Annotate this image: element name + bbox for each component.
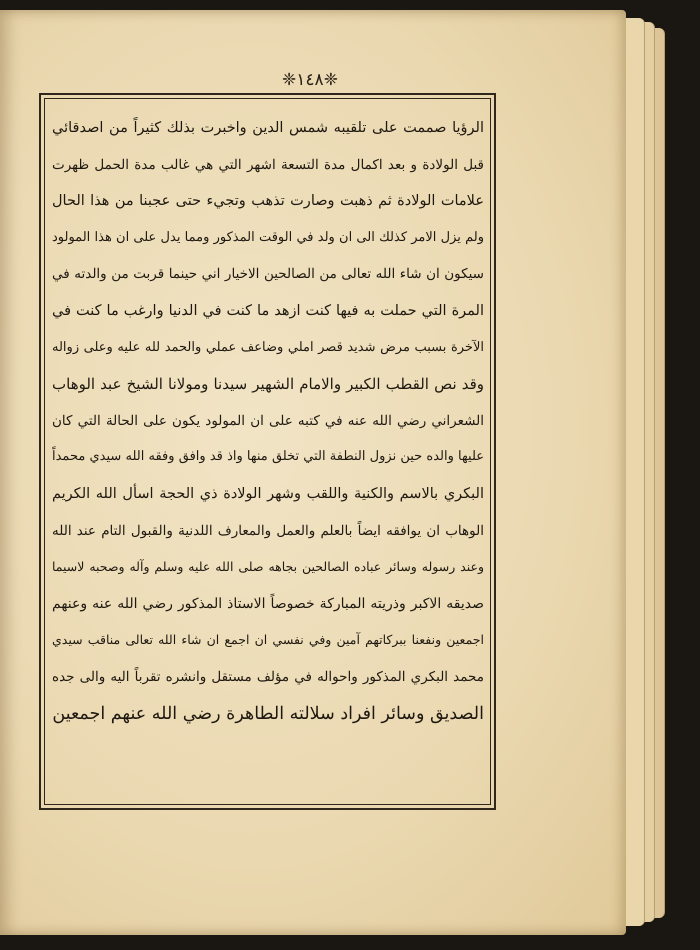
text-line: صديقه الاكبر وذريته المباركة خصوصاً الاستاذ المذكور رضي الله عنه وعنهم: [52, 595, 484, 612]
text-line: ولم يزل الامر كذلك الى ان ولد في الوقت المذكور ومما يدل على ان هذا المولود: [52, 229, 484, 245]
text-line: اجمعين ونفعنا ببركاتهم آمين وفي نفسي ان اجمع ان شاء الله تعالى مناقب سيدي: [52, 632, 484, 648]
text-line: محمد البكري المذكور واحواله في مؤلف مستقل وانشره تقرباً اليه والى جده: [52, 668, 484, 685]
text-line: الوهاب ان يوافقه ايضاً بالعلم والعمل والمعارف اللدنية والقبول التام عند الله: [52, 522, 484, 539]
text-line: وقد نص القطب الكبير والامام الشهير سيدنا ومولانا الشيخ عبد الوهاب: [52, 375, 484, 394]
text-line: البكري بالاسم والكنية واللقب وشهر الولادة ذي الحجة اسأل الله الكريم: [52, 485, 484, 502]
text-line: عليها والده حين نزول النطفة التي تخلق منها واذ قد وافق وفقه الله سيدي محمداً: [52, 449, 484, 465]
page-text: [52, 110, 484, 732]
text-line: الشعراني رضي الله عنه في كتبه على ان المولود يكون على الحالة التي كان: [52, 412, 484, 429]
text-line: الرؤيا صممت على تلقيبه شمس الدين واخبرت بذلك كثيراً من اصدقائي: [52, 120, 484, 136]
page-number: ❈۱٤٨❈: [282, 70, 338, 90]
text-line: المرة التي حملت به فيها كنت ازهد ما كنت في الدنيا وارغب ما كنت في: [52, 302, 484, 319]
text-line: الآخرة بسبب مرض شديد قصر املي وضاعف عملي والحمد لله عليه وعلى زواله: [52, 339, 484, 355]
text-line: الصديق وسائر افراد سلالته الطاهرة رضي الله عنهم اجمعين: [52, 703, 484, 724]
text-line: وعند رسوله وسائر عباده الصالحين بجاهه صلى الله عليه وسلم وآله وصحبه لاسيما: [52, 559, 484, 575]
text-line: سيكون ان شاء الله تعالى من الصالحين الاخيار اني حينما قربت من والدته في: [52, 266, 484, 283]
text-line: علامات الولادة ثم ذهبت وصارت تذهب وتجيء حتى عجبنا من هذا الحال: [52, 193, 484, 210]
text-line: قبل الولادة و بعد اكمال مدة التسعة اشهر التي هي غالب مدة الحمل ظهرت: [52, 156, 484, 173]
